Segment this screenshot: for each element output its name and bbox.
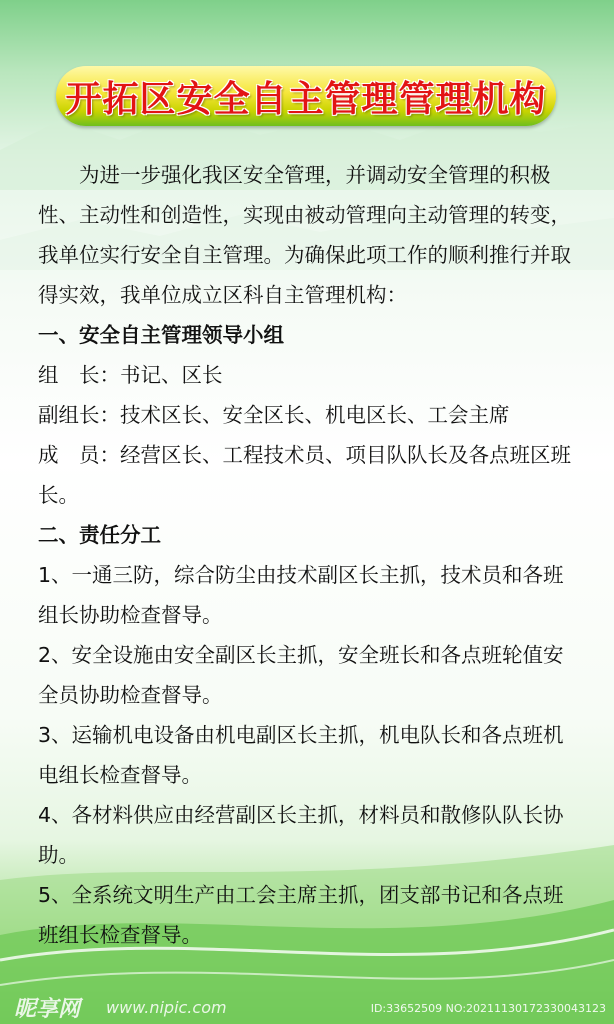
watermark-logo: 昵享网 <box>14 997 81 1022</box>
document-body <box>38 155 583 955</box>
members-line: 成 员：经营区长、工程技术员、项目队队长及各点班区班长。 <box>38 443 571 507</box>
deputy-line: 副组长：技术区长、安全区长、机电区长、工会主席 <box>38 403 510 427</box>
intro-paragraph: 为进一步强化我区安全管理，并调动安全管理的积极性、主动性和创造性，实现由被动管理向主动管理的转变，我单位实行安全自主管理。为确保此项工作的顺利推行并取得实效，我单位成立区科自主管理机构： <box>38 163 571 307</box>
leader-line: 组 长：书记、区长 <box>38 363 223 387</box>
duty-item: 3、运输机电设备由机电副区长主抓，机电队长和各点班机电组长检查督导。 <box>38 723 564 787</box>
duty-item: 5、全系统文明生产由工会主席主抓，团支部书记和各点班班组长检查督导。 <box>38 883 564 947</box>
watermark-id: ID:33652509 NO:20211130172330043123 <box>370 1002 606 1015</box>
page-title: 开拓区安全自主管理管理机构 <box>65 78 547 120</box>
watermark-url: www.nipic.com <box>106 998 227 1017</box>
section-heading-leadership: 一、安全自主管理领导小组 <box>38 323 284 347</box>
title-banner <box>56 66 556 126</box>
section-heading-duties: 二、责任分工 <box>38 523 161 547</box>
duty-item: 4、各材料供应由经营副区长主抓，材料员和散修队队长协助。 <box>38 803 564 867</box>
watermark-footer <box>0 992 614 1024</box>
duty-item: 1、一通三防，综合防尘由技术副区长主抓，技术员和各班组长协助检查督导。 <box>38 563 564 627</box>
duty-item: 2、安全设施由安全副区长主抓，安全班长和各点班轮值安全员协助检查督导。 <box>38 643 564 707</box>
